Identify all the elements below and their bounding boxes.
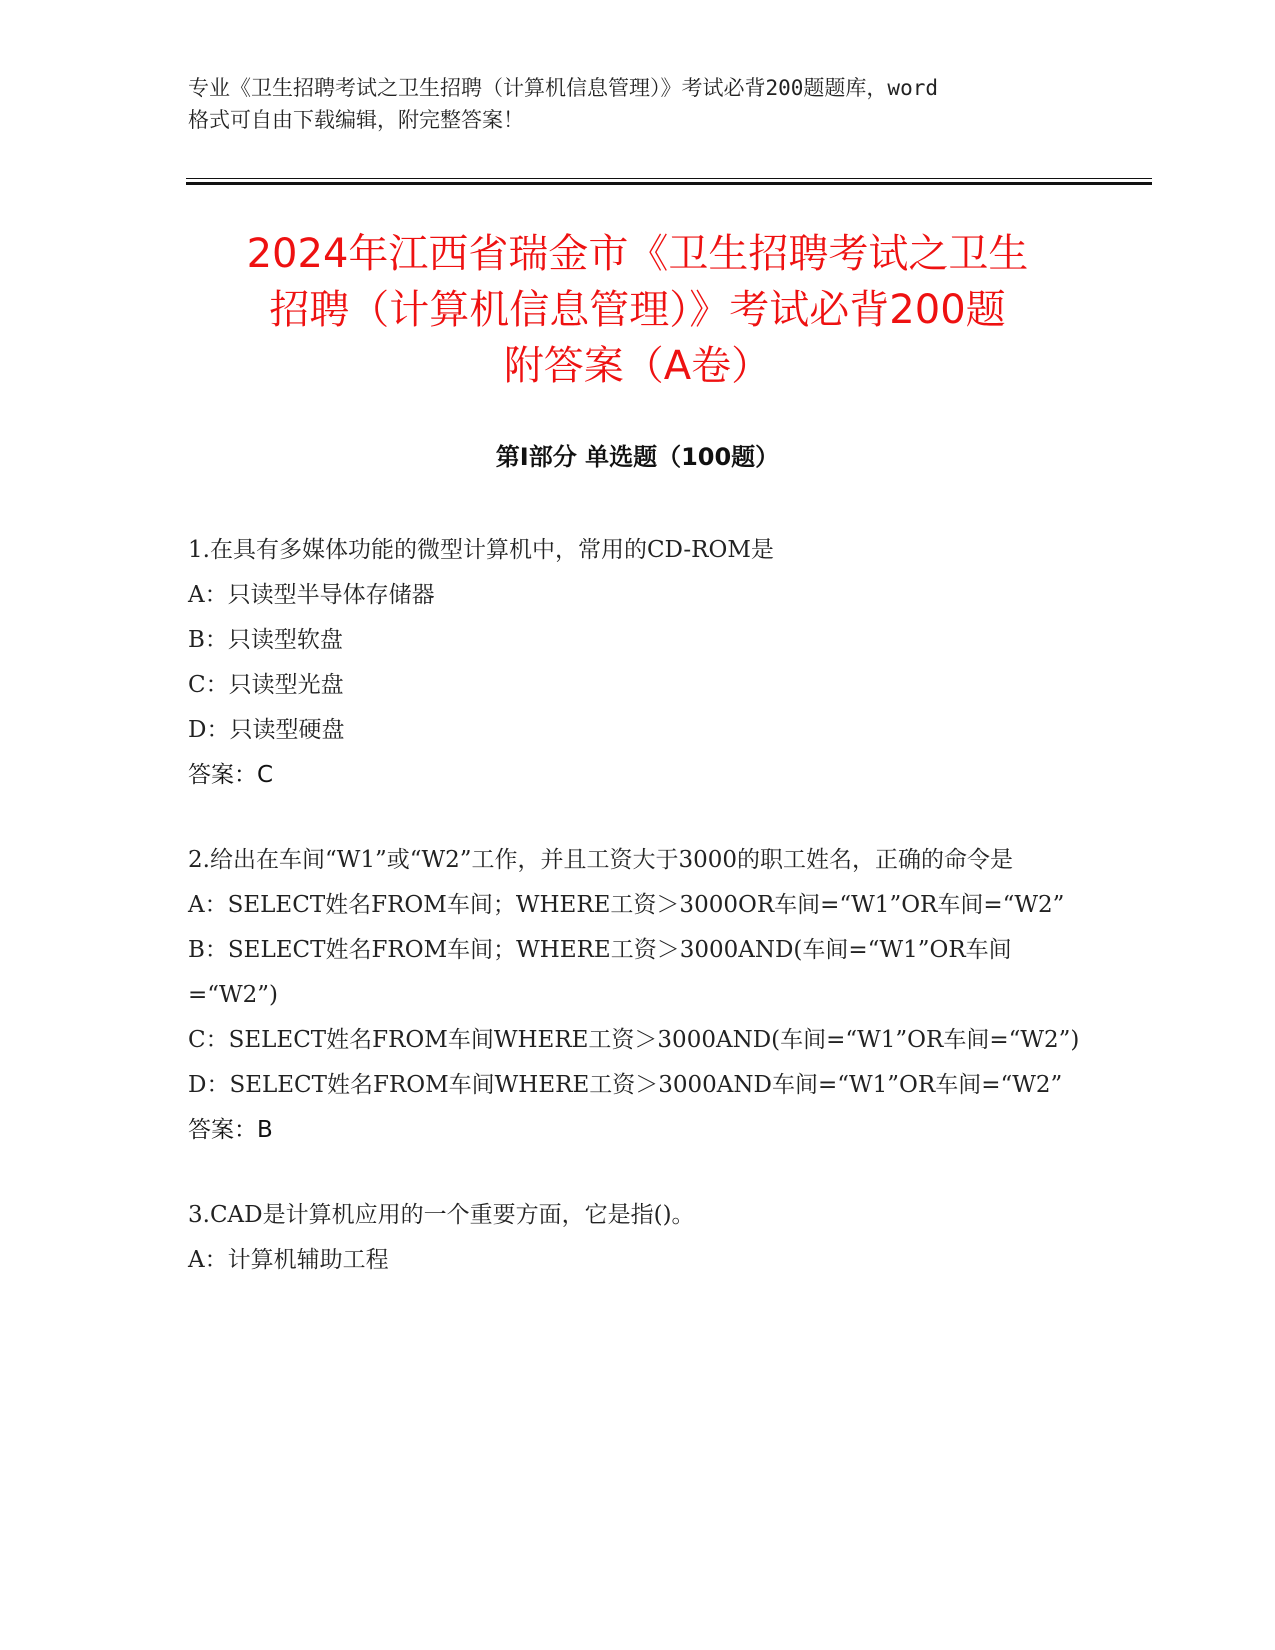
option-c: C：SELECT姓名FROM车间WHERE工资＞3000AND(车间=“W1”OR车间=“W2”) [188,1027,1080,1053]
question-3 [188,1193,1088,1283]
answer: 答案：C [188,762,274,788]
option-b: B：只读型软盘 [188,627,343,653]
header-note-line-2: 格式可自由下载编辑，附完整答案！ [188,108,524,132]
option-d: D：SELECT姓名FROM车间WHERE工资＞3000AND车间=“W1”OR车间=“W2” [188,1072,1063,1098]
option-a: A：SELECT姓名FROM车间；WHERE工资＞3000OR车间=“W1”OR车间=“W2” [188,892,1065,918]
title-line-2: 招聘（计算机信息管理）》考试必背200题 [269,287,1006,333]
option-b: B：SELECT姓名FROM车间；WHERE工资＞3000AND(车间=“W1”OR车间=“W2”) [188,937,1012,1008]
option-c: C：只读型光盘 [188,672,344,698]
option-a: A：只读型半导体存储器 [188,582,435,608]
question-stem: 3.CAD是计算机应用的一个重要方面，它是指()。 [188,1202,695,1228]
question-stem: 1.在具有多媒体功能的微型计算机中，常用的CD-ROM是 [188,537,774,563]
document-title [130,226,1145,394]
title-line-3: 附答案（A卷） [503,343,772,389]
question-2 [188,838,1088,1153]
question-list [188,528,1088,1323]
header-note-line-1: 专业《卫生招聘考试之卫生招聘（计算机信息管理）》考试必背200题题库，word [188,76,938,100]
question-stem: 2.给出在车间“W1”或“W2”工作，并且工资大于3000的职工姓名，正确的命令是 [188,847,1014,873]
header-divider-thin [186,178,1152,179]
option-a: A：计算机辅助工程 [188,1247,389,1273]
option-d: D：只读型硬盘 [188,717,345,743]
title-line-1: 2024年江西省瑞金市《卫生招聘考试之卫生 [246,231,1029,277]
header-divider-thick [186,182,1152,185]
header-note [188,72,1088,136]
answer: 答案：B [188,1117,273,1143]
section-title: 第Ⅰ部分 单选题（100题） [495,443,780,471]
question-1 [188,528,1088,798]
